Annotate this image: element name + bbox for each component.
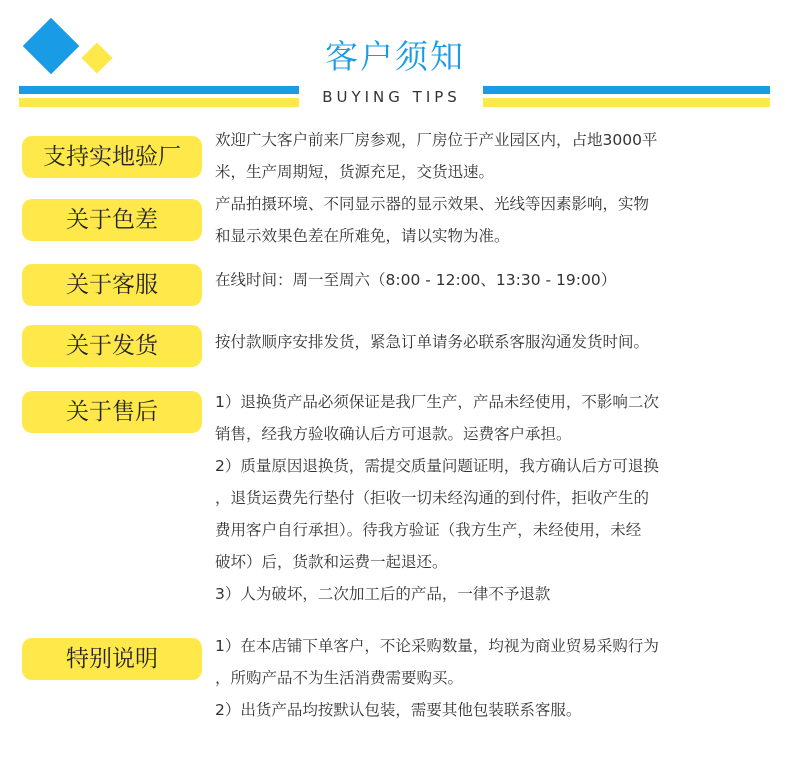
section-label-special-notes: 特别说明: [22, 638, 202, 680]
section-text-line: ，退货运费先行垫付（拒收一切未经沟通的到付件，拒收产生的: [215, 489, 650, 507]
header-bar-yellow-right: [483, 98, 770, 107]
section-text-line: 按付款顺序安排发货，紧急订单请务必联系客服沟通发货时间。: [215, 333, 650, 351]
section-label-customer-service: 关于客服: [22, 264, 202, 306]
header-bar-blue-right: [483, 86, 770, 94]
section-content-factory-visit: [215, 124, 745, 188]
section-text-line: 2）质量原因退换货，需提交质量问题证明，我方确认后方可退换: [215, 457, 659, 475]
section-text-line: 3）人为破坏，二次加工后的产品，一律不予退款: [215, 585, 551, 603]
section-text-line: 欢迎广大客户前来厂房参观，厂房位于产业园区内，占地3000平: [215, 131, 658, 149]
section-text-line: 费用客户自行承担）。待我方验证（我方生产，未经使用，未经: [215, 521, 642, 539]
section-text-line: 1）退换货产品必须保证是我厂生产，产品未经使用，不影响二次: [215, 393, 659, 411]
section-content-after-sales: [215, 386, 745, 610]
section-content-customer-service: [215, 264, 745, 296]
section-content-shipping: [215, 326, 745, 358]
section-text-line: 2）出货产品均按默认包装，需要其他包装联系客服。: [215, 701, 582, 719]
section-content-special-notes: [215, 630, 745, 726]
section-text-line: 米，生产周期短，货源充足，交货迅速。: [215, 163, 495, 181]
header-bar-blue-left: [19, 86, 299, 94]
header-bar-yellow-left: [19, 98, 299, 107]
section-text-line: 破坏）后，货款和运费一起退还。: [215, 553, 448, 571]
section-text-line: ，所购产品不为生活消费需要购买。: [215, 669, 464, 687]
section-label-factory-visit: 支持实地验厂: [22, 136, 202, 178]
section-text-line: 和显示效果色差在所难免，请以实物为准。: [215, 227, 510, 245]
section-label-after-sales: 关于售后: [22, 391, 202, 433]
section-text-line: 销售，经我方验收确认后方可退款。运费客户承担。: [215, 425, 572, 443]
section-text-line: 在线时间：周一至周六（8:00 - 12:00、13:30 - 19:00）: [215, 271, 617, 289]
section-text-line: 1）在本店铺下单客户，不论采购数量，均视为商业贸易采购行为: [215, 637, 659, 655]
section-text-line: 产品拍摄环境、不同显示器的显示效果、光线等因素影响，实物: [215, 195, 650, 213]
page-subtitle: BUYING TIPS: [322, 88, 461, 106]
page-title: 客户须知: [325, 37, 465, 76]
section-label-color-difference: 关于色差: [22, 199, 202, 241]
section-label-shipping: 关于发货: [22, 325, 202, 367]
section-content-color-difference: [215, 188, 745, 252]
